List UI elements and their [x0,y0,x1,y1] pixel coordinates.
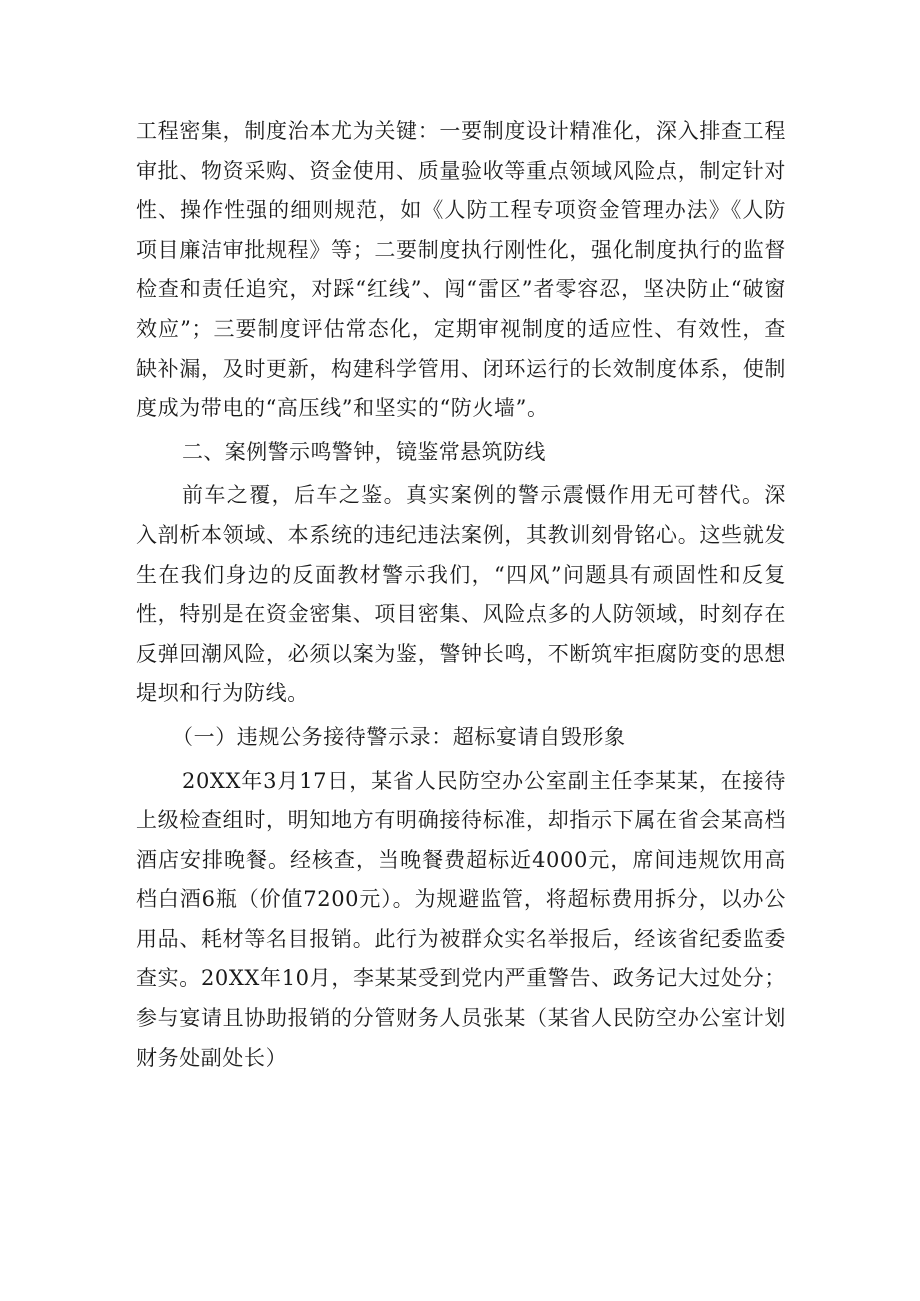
section-heading: 二、案例警示鸣警钟，镜鉴常悬筑防线 [182,439,546,464]
document-body [136,112,786,1078]
body-paragraph-3: 20XX年3月17日，某省人民防空办公室副主任李某某，在接待上级检查组时，明知地方有明确接待标准，却指示下属在省会某高档酒店安排晚餐。经核查，当晚餐费超标近4000元，席间违规饮用高档白酒6瓶（价值7200元）。为规避监管，将超标费用拆分，以办公用品、耗材等名目报销。此行为被群众实名举报后，经该省纪委监委查实。20XX年10月，李某某受到党内严重警告、政务记大过处分；参与宴请且协助报销的分管财务人员张某（某省人民防空办公室计划财务处副处长） [136,768,786,1070]
sub-heading: （一）违规公务接待警示录：超标宴请自毁形象 [172,724,626,749]
body-paragraph-1: 工程密集，制度治本尤为关键：一要制度设计精准化，深入排查工程审批、物资采购、资金使用、质量验收等重点领域风险点，制定针对性、操作性强的细则规范，如《人防工程专项资金管理办法》《人防项目廉洁审批规程》等；二要制度执行刚性化，强化制度执行的监督检查和责任追究，对踩“红线”、闯“雷区”者零容忍，坚决防止“破窗效应”；三要制度评估常态化，定期审视制度的适应性、有效性，查缺补漏，及时更新，构建科学管用、闭环运行的长效制度体系，使制度成为带电的“高压线”和坚实的“防火墙”。 [136,119,786,421]
body-paragraph-2: 前车之覆，后车之鉴。真实案例的警示震慑作用无可替代。深入剖析本领域、本系统的违纪违法案例，其教训刻骨铭心。这些就发生在我们身边的反面教材警示我们，“四风”问题具有顽固性和反复性，特别是在资金密集、项目密集、风险点多的人防领域，时刻存在反弹回潮风险，必须以案为鉴，警钟长鸣，不断筑牢拒腐防变的思想堤坝和行为防线。 [136,483,786,706]
